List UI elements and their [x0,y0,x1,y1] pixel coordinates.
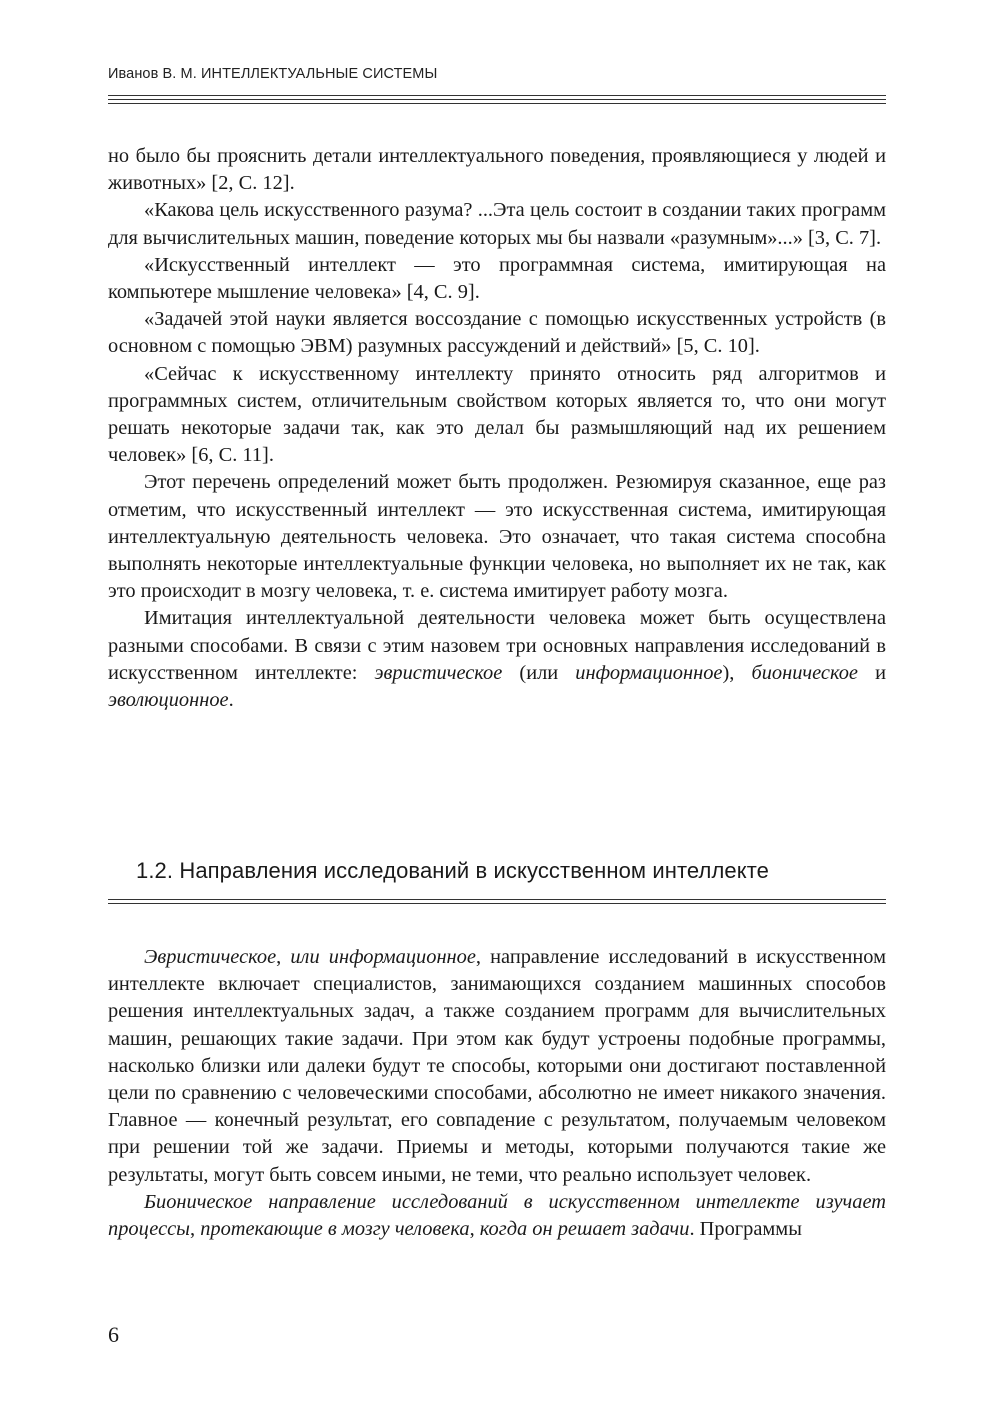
text-run: , направление исследований в искусственном интеллекте включает специалистов, занимающихся созданием машинных способов решения интеллектуальных задач, а также созданием программ для вычислительных машин, решающих такие задачи. При этом как будут устроены подобные программы, насколько близки или далеки будут те способы, которыми они достигают поставленной цели по сравнению с человеческими способами, абсолютно не имеет никакого значения. Главное — конечный результат, его совпадение с результатом, получаемым человеком при решении той же задачи. Приемы и методы, которыми получаются такие же результаты, могут быть совсем иными, не теми, что реально использует человек. [108,946,886,1186]
text-run: , [469,1218,480,1241]
section-rule-top [108,899,886,900]
text-run: , [189,1218,201,1241]
heuristic-paragraph [108,944,886,1189]
quote-paragraph-4: «Искусственный интеллект — это программная система, имитирующая на компьютере мышление человека» [4, С. 9]. [108,253,886,304]
text-run: и [857,661,886,684]
top-body-text [108,143,886,714]
directions-paragraph [108,605,886,714]
term-heuristic: эвристическое [374,661,503,684]
section-body-text [108,944,886,1243]
running-header: Иванов В. М. ИНТЕЛЛЕКТУАЛЬНЫЕ СИСТЕМЫ [108,66,438,82]
italic-run: Бионическое направление исследований в искусственном интеллекте изучает процессы [108,1190,886,1241]
term-informational: информационное [575,661,723,684]
quote-paragraph-3: «Какова цель искусственного разума? ...Эта цель состоит в создании таких программ для вычислительных машин, поведение которых мы бы назвали «разумным»...» [3, С. 7]. [108,199,886,249]
header-rule-top [108,95,886,96]
term-informational: или информационное [290,946,476,968]
text-run: . [228,689,234,712]
term-heuristic: Эвристическое [144,946,277,968]
page-number: 6 [108,1322,119,1347]
text-run: Имитация интеллектуальной деятельности человека может быть осуществлена разными способами. В связи с этим назовем три основных направления исследований в искусственном интеллекте: [108,607,886,684]
section-title: Направления исследований в искусственном интеллекте [179,858,769,883]
text-run: , [276,946,291,968]
section-heading [136,858,769,884]
term-evolutionary: эволюционное [108,689,229,712]
summary-paragraph: Этот перечень определений может быть продолжен. Резюмируя сказанное, еще раз отметим, что искусственный интеллект — это искусственная система, имитирующая интеллектуальную деятельность человека. Это означает, что такая система способна выполнять некоторые интеллектуальные функции человека, но выполняет их не так, как это происходит в мозгу человека, т. е. система имитирует работу мозга. [108,471,886,603]
text-run: ), [722,661,752,684]
term-bionic: бионическое [751,661,858,684]
paragraph-continuation: но было бы прояснить детали интеллектуального поведения, проявляющиеся у людей и животных» [2, С. 12]. [108,145,886,195]
quote-paragraph-5: «Задачей этой науки является воссоздание с помощью искусственных устройств (в основном с помощью ЭВМ) разумных рассуждений и действий» [5, С. 10]. [108,308,886,358]
header-rule-middle [108,99,886,100]
text-run: (или [502,661,576,684]
italic-run: протекающие в мозгу человека [200,1218,470,1241]
text-run: . Программы [689,1218,802,1241]
section-rule-bottom [108,903,886,904]
section-number: 1.2. [136,858,174,883]
quote-paragraph-6: «Сейчас к искусственному интеллекту принято относить ряд алгоритмов и программных систем, отличительным свойством которых является то, что они могут решать некоторые задачи так, как это делал бы размышляющий над их решением человек» [6, С. 11]. [108,362,886,467]
header-rule-bottom [108,103,886,104]
bionic-paragraph [108,1189,886,1243]
italic-run: когда он решает задачи [479,1218,690,1241]
